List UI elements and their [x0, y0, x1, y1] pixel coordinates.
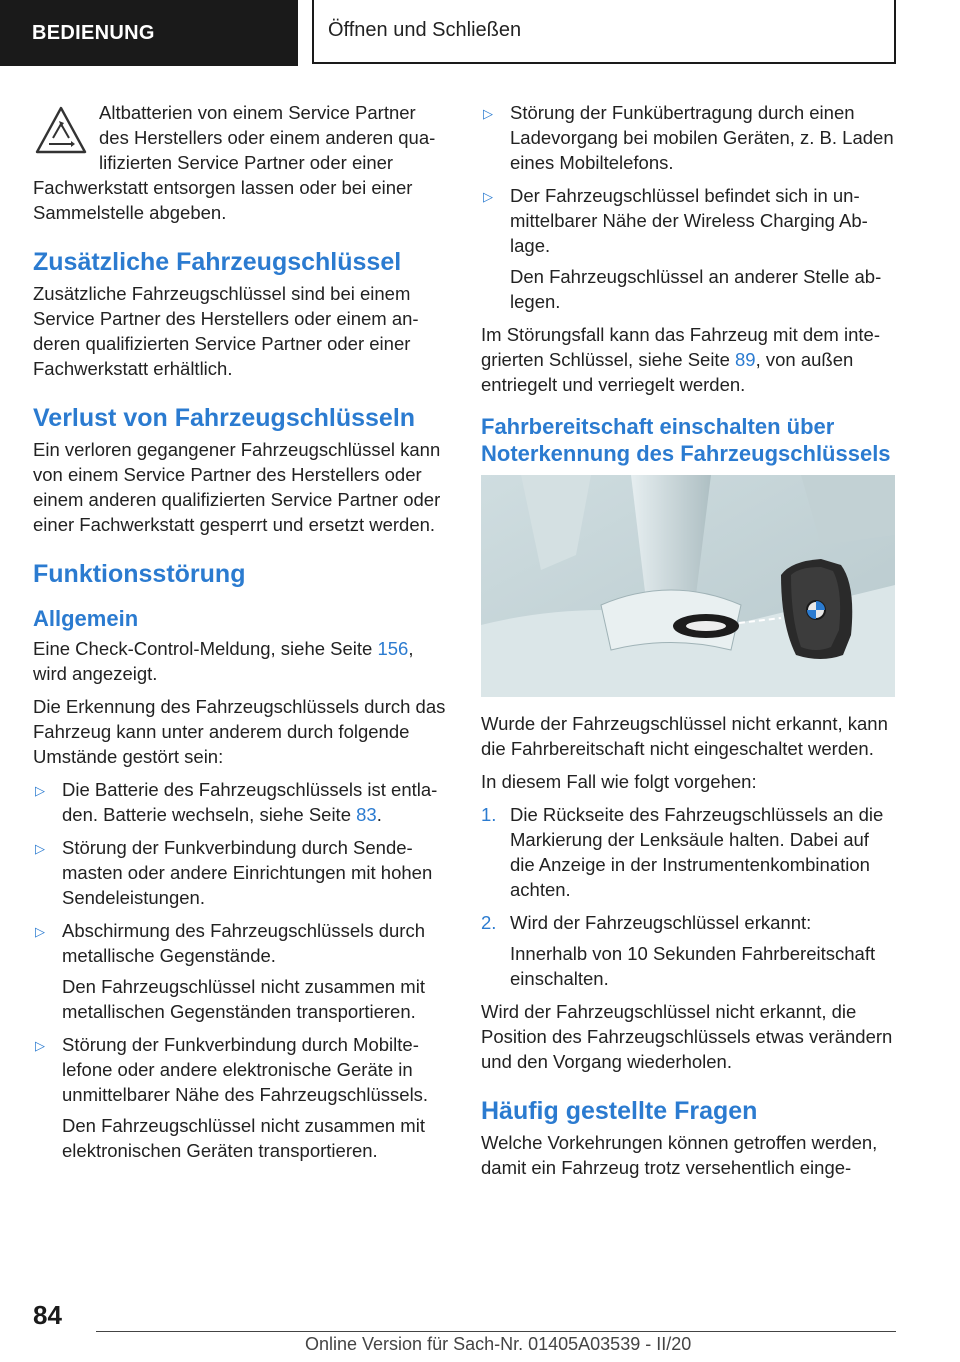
step-number: 2. [481, 912, 497, 933]
triangle-bullet-icon: ▷ [35, 841, 45, 856]
triangle-bullet-icon: ▷ [483, 189, 493, 204]
recycle-text: Altbatterien von einem Service Partner des Herstellers oder einem anderen qualifizierten Service Partner oder einer Fachwerkstatt entsorgen lassen oder bei einer Sammelstelle abgeben. [33, 102, 436, 223]
triangle-bullet-icon: ▷ [35, 924, 45, 939]
heading-verlust: Verlust von Fahrzeugschlüsseln [33, 404, 416, 432]
text-vorgehen: In diesem Fall wie folgt vorgehen: [481, 771, 757, 792]
text-check-control: Eine Check-Control-Meldung, siehe Seite 156, wird angezeigt. [33, 638, 414, 684]
procedure-steps [481, 802, 895, 991]
page-header [0, 0, 960, 68]
page-number: 84 [33, 1300, 62, 1330]
list-item: 1. Die Rückseite des Fahrzeugschlüssels an die Markierung der Lenksäule halten. Dabei auf die Anzeige in der Instrumentenkombination achten. [481, 804, 884, 900]
left-column [33, 100, 447, 1171]
text-wiederholen: Wird der Fahrzeugschlüssel nicht erkannt, die Position des Fahrzeugschlüssels etwas verändern und den Vorgang wiederholen. [481, 1001, 893, 1072]
disturbance-list-continued [481, 100, 895, 314]
list-item: ▷ Die Batterie des Fahrzeugschlüssels ist entladen. Batterie wechseln, siehe Seite 83. [35, 779, 438, 825]
right-column [481, 100, 895, 1188]
disturbance-list [33, 777, 447, 1163]
text-zusaetzliche-schluessel: Zusätzliche Fahrzeugschlüssel sind bei einem Service Partner des Herstellers oder einem anderen qualifizierten Service Partner oder einer Fachwerkstatt erhältlich. [33, 283, 419, 379]
page-link-89[interactable]: 89 [735, 349, 756, 370]
recycle-icon [33, 104, 89, 160]
list-item: 2. Wird der Fahrzeugschlüssel erkannt: Innerhalb von 10 Sekunden Fahrbereitschaft einschalten. [481, 912, 876, 989]
section-label: BEDIENUNG [0, 0, 298, 66]
heading-fahrbereitschaft: Fahrbereitschaft einschalten über Noterkennung des Fahrzeugschlüssels [481, 414, 891, 466]
list-item: ▷ Störung der Funkverbindung durch Sendemasten oder andere Einrichtungen mit hohen Sendeleistungen. [35, 837, 433, 908]
page-link-156[interactable]: 156 [377, 638, 409, 659]
list-item: ▷ Der Fahrzeugschlüssel befindet sich in unmittelbarer Nähe der Wireless Charging Ablage. Den Fahrzeugschlüssel an anderer Stelle ablegen. [483, 185, 882, 312]
heading-funktionsstoerung: Funktionsstörung [33, 560, 246, 588]
heading-zusaetzliche-schluessel: Zusätzliche Fahrzeugschlüssel [33, 248, 402, 276]
text-erkennung: Die Erkennung des Fahrzeugschlüssels durch das Fahrzeug kann unter anderem durch folgende Umstände gestört sein: [33, 696, 446, 767]
steering-column-key-illustration [481, 475, 895, 697]
step-number: 1. [481, 804, 497, 825]
triangle-bullet-icon: ▷ [35, 1038, 45, 1053]
footer-divider [96, 1331, 896, 1332]
illustration-drawing [481, 475, 895, 697]
heading-allgemein: Allgemein [33, 606, 139, 631]
list-item: ▷ Abschirmung des Fahrzeugschlüssels durch metallische Gegenstände. Den Fahrzeugschlüssel nicht zusammen mit metallischen Gegenständen transportieren. [35, 920, 425, 1022]
heading-faq: Häufig gestellte Fragen [481, 1097, 758, 1125]
text-stoerungsfall: Im Störungsfall kann das Fahrzeug mit dem integrierten Schlüssel, siehe Seite 89, von außen entriegelt und verriegelt werden. [481, 324, 880, 395]
recycle-note [33, 100, 447, 225]
footer-version: Online Version für Sach-Nr. 01405A03539 - II/20 [305, 1334, 692, 1354]
triangle-bullet-icon: ▷ [483, 106, 493, 121]
text-verlust: Ein verloren gegangener Fahrzeugschlüssel kann von einem Service Partner des Herstellers oder einem anderen qualifizierten Service Partner oder einer Fachwerkstatt gesperrt und ersetzt werden. [33, 439, 441, 535]
list-item: ▷ Störung der Funkverbindung durch Mobiltelefone oder andere elektronische Geräte in unmittelbarer Nähe des Fahrzeugschlüssels. Den Fahrzeugschlüssel nicht zusammen mit elektronischen Geräten transportieren. [35, 1034, 429, 1161]
chapter-title: Öffnen und Schließen [312, 0, 896, 64]
text-nicht-erkannt: Wurde der Fahrzeugschlüssel nicht erkannt, kann die Fahrbereitschaft nicht eingeschaltet werden. [481, 713, 888, 759]
page-link-83[interactable]: 83 [356, 804, 377, 825]
text-faq: Welche Vorkehrungen können getroffen werden, damit ein Fahrzeug trotz versehentlich einge- [481, 1132, 878, 1178]
triangle-bullet-icon: ▷ [35, 783, 45, 798]
list-item: ▷ Störung der Funkübertragung durch einen Ladevorgang bei mobilen Geräten, z. B. Laden eines Mobiltelefons. [483, 102, 894, 173]
